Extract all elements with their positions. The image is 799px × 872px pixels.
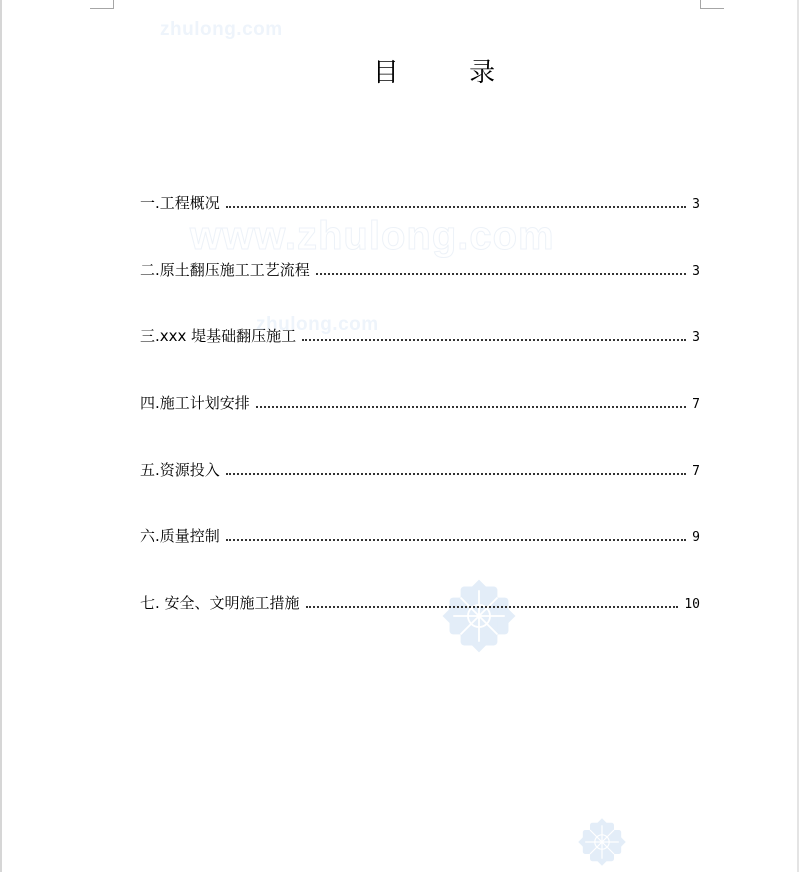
toc-entry-label: 七. 安全、文明施工措施 bbox=[140, 594, 300, 612]
toc-entry[interactable] bbox=[140, 592, 700, 614]
toc-page-number: 3 bbox=[692, 197, 700, 212]
toc-entry-label: 一.工程概况 bbox=[140, 194, 220, 212]
toc-dot-leader bbox=[302, 338, 686, 341]
toc-entry[interactable] bbox=[140, 392, 700, 414]
toc-page-number: 7 bbox=[692, 464, 700, 479]
page-left-border bbox=[0, 0, 2, 872]
toc-page-number: 7 bbox=[692, 397, 700, 412]
watermark-logo-icon bbox=[430, 570, 528, 662]
toc-entry[interactable] bbox=[140, 192, 700, 214]
toc-title: 目 录 bbox=[372, 58, 498, 88]
toc-dot-leader bbox=[226, 538, 686, 541]
toc-entry[interactable] bbox=[140, 259, 700, 281]
toc-entry-label: 六.质量控制 bbox=[140, 527, 220, 545]
crop-mark-top-left bbox=[90, 0, 114, 9]
toc-entry[interactable] bbox=[140, 525, 700, 547]
toc-entry-label: 五.资源投入 bbox=[140, 461, 220, 479]
watermark-text-large: www.zhulong.com bbox=[190, 214, 555, 258]
toc-dot-leader bbox=[306, 605, 679, 608]
toc-dot-leader bbox=[226, 472, 686, 475]
toc-entry[interactable] bbox=[140, 459, 700, 481]
watermark-text-top: zhulong.com bbox=[160, 19, 283, 40]
toc-page-number: 9 bbox=[692, 530, 700, 545]
watermark-text-middle: zhulong.com bbox=[256, 314, 379, 335]
toc-dot-leader bbox=[226, 205, 686, 208]
toc-entry-label: 四.施工计划安排 bbox=[140, 394, 250, 412]
watermark-logo-small-icon bbox=[570, 812, 634, 872]
toc-page-number: 10 bbox=[684, 597, 700, 612]
toc-dot-leader bbox=[256, 405, 686, 408]
toc-page-number: 3 bbox=[692, 264, 700, 279]
toc-page-number: 3 bbox=[692, 330, 700, 345]
toc-dot-leader bbox=[316, 272, 686, 275]
toc-entry-label: 三.xxx 堤基础翻压施工 bbox=[140, 327, 297, 345]
toc-entry[interactable] bbox=[140, 325, 700, 347]
crop-mark-top-right bbox=[700, 0, 724, 9]
toc-entry-label: 二.原土翻压施工工艺流程 bbox=[140, 261, 310, 279]
